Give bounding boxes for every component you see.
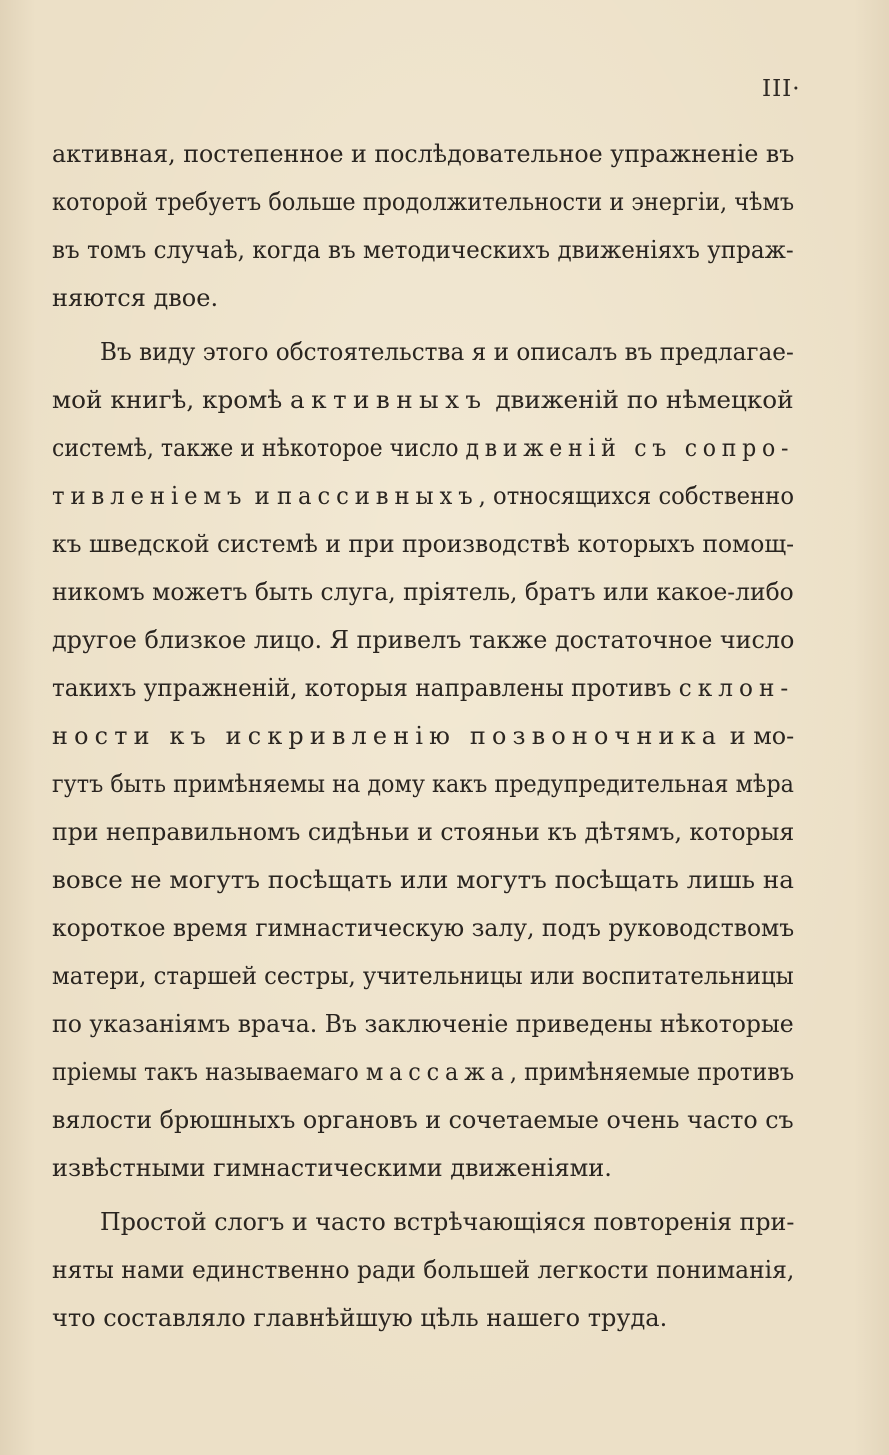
line-text: няются двое. — [52, 284, 219, 312]
text-line — [52, 712, 794, 760]
line-text: и мо- — [722, 722, 794, 750]
text-line — [52, 1246, 794, 1294]
line-text: въ томъ случаѣ, когда въ методическихъ движеніяхъ упраж- — [52, 236, 794, 264]
text-line — [52, 472, 794, 520]
line-text: что составляло главнѣйшую цѣль нашего труда. — [52, 1304, 668, 1332]
text-line — [52, 1144, 812, 1192]
line-text: такихъ упражненій, которыя направлены противъ — [52, 674, 679, 702]
line-text: при неправильномъ сидѣньи и стояньи къ дѣтямъ, которыя — [52, 818, 794, 846]
line-text: движеній по нѣмецкой — [487, 386, 794, 414]
line-text: мой книгѣ, кромѣ — [52, 386, 291, 414]
line-text: пріемы такъ называемаго — [52, 1058, 366, 1086]
line-text: другое близкое лицо. Я привелъ также достаточное число — [52, 626, 794, 654]
line-text: системѣ, также и нѣкоторое число — [52, 434, 466, 462]
line-text: которой требуетъ больше продолжительности и энергіи, чѣмъ — [52, 188, 794, 216]
text-line — [52, 904, 794, 952]
text-line — [52, 664, 794, 712]
spaced-emphasis-text: движеній съ сопро- — [465, 434, 794, 462]
spaced-emphasis-text: склон- — [678, 674, 794, 702]
text-line — [52, 808, 794, 856]
line-text: по указаніямъ врача. Въ заключеніе приведены нѣкоторые — [52, 1010, 794, 1038]
text-line — [52, 376, 794, 424]
line-text: матери, старшей сестры, учительницы или воспитательницы — [52, 962, 794, 990]
text-line — [52, 760, 794, 808]
line-text: и — [247, 482, 277, 510]
text-line — [52, 616, 794, 664]
line-text: Въ виду этого обстоятельства я и описалъ въ предлагае- — [100, 338, 794, 366]
text-line — [52, 952, 794, 1000]
text-line — [52, 178, 794, 226]
line-text: гутъ быть примѣняемы на дому какъ предупредительная мѣра — [52, 770, 794, 798]
line-text: , примѣняемые противъ — [509, 1058, 794, 1086]
text-line — [52, 1294, 812, 1342]
line-text: никомъ можетъ быть слуга, пріятель, братъ или какое-либо — [52, 578, 794, 606]
line-text: Простой слогъ и часто встрѣчающіяся повторенія при- — [100, 1208, 794, 1236]
text-line — [52, 1000, 794, 1048]
line-text: къ шведской системѣ и при производствѣ которыхъ помощ- — [52, 530, 794, 558]
line-text: активная, постепенное и послѣдовательное упражненіе въ — [52, 140, 794, 168]
text-line — [100, 1198, 794, 1246]
spaced-emphasis-text: активныхъ — [290, 386, 488, 414]
text-line — [52, 1048, 794, 1096]
line-text: няты нами единственно ради большей легкости пониманія, — [52, 1256, 794, 1284]
text-line — [52, 226, 794, 274]
text-line — [52, 274, 812, 322]
spaced-emphasis-text: тивленіемъ — [52, 482, 248, 510]
text-line — [52, 568, 794, 616]
text-line — [52, 856, 794, 904]
page-number: III· — [762, 76, 801, 102]
spaced-emphasis-text: ности къ искривленію позвоночника — [52, 722, 723, 750]
line-text: вовсе не могутъ посѣщать или могутъ посѣщать лишь на — [52, 866, 794, 894]
spaced-emphasis-text: пассивныхъ — [276, 482, 479, 510]
line-text: короткое время гимнастическую залу, подъ руководствомъ — [52, 914, 794, 942]
text-line — [52, 1096, 794, 1144]
text-line — [52, 424, 794, 472]
line-text: извѣстными гимнастическими движеніями. — [52, 1154, 612, 1182]
text-line — [52, 520, 794, 568]
text-line — [52, 130, 794, 178]
spaced-emphasis-text: массажа — [365, 1058, 510, 1086]
line-text: , относящихся собственно — [478, 482, 794, 510]
text-line — [100, 328, 794, 376]
line-text: вялости брюшныхъ органовъ и сочетаемые очень часто съ — [52, 1106, 794, 1134]
